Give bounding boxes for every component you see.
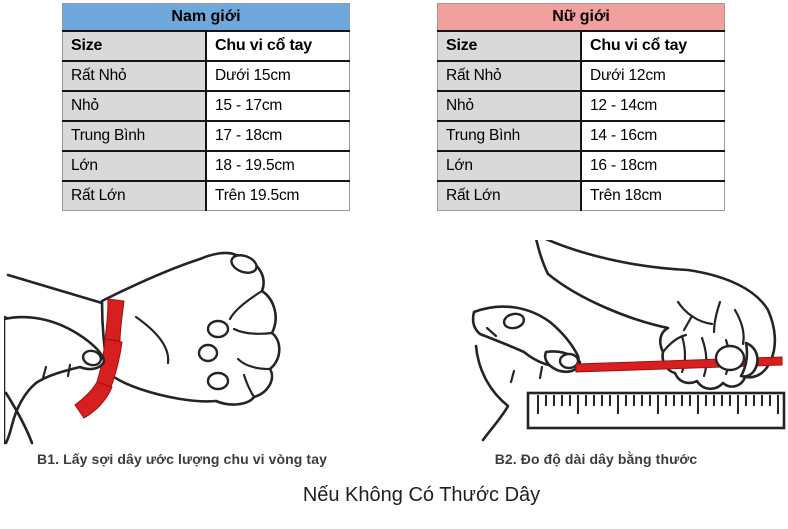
table-row [63,61,350,91]
value-cell: Trên 18cm [581,181,725,211]
table-row [438,151,725,181]
size-cell: Lớn [63,151,207,181]
value-cell: 18 - 19.5cm [206,151,350,181]
finger-nail [199,345,217,361]
string-over-ruler-icon [430,240,788,445]
fist-with-red-string-icon [4,243,294,448]
column-header-row [63,31,350,61]
size-cell: Nhỏ [63,91,207,121]
size-cell: Rất Lớn [438,181,582,211]
table-row [438,121,725,151]
men-table-title: Nam giới [63,4,350,32]
size-cell: Nhỏ [438,91,582,121]
fist-outline [102,252,279,404]
ruler [528,393,784,428]
table-row [63,181,350,211]
women-table-title: Nữ giới [438,4,725,32]
step-b1-caption: B1. Lấy sợi dây ước lượng chu vi vòng tay [37,451,327,467]
size-column-header: Size [63,31,207,61]
men-size-table [62,3,350,211]
value-cell: 15 - 17cm [206,91,350,121]
finger-nail [208,321,228,337]
arm-top-line [8,275,102,303]
table-row [63,151,350,181]
value-cell: Dưới 15cm [206,61,350,91]
thumb-nail [716,346,744,370]
table-title-row [438,4,725,32]
size-cell: Trung Bình [438,121,582,151]
index-finger-nail [560,354,578,368]
value-cell: 17 - 18cm [206,121,350,151]
column-header-row [438,31,725,61]
bottom-title: Nếu Không Có Thước Dây [302,484,541,506]
value-cell: 14 - 16cm [581,121,725,151]
size-cell: Rất Lớn [63,181,207,211]
value-cell: 12 - 14cm [581,91,725,121]
pressing-thumb-hand [4,317,104,443]
value-cell: Dưới 12cm [581,61,725,91]
finger-nail [208,373,228,389]
table-row [63,121,350,151]
table-row [438,181,725,211]
value-cell: Trên 19.5cm [206,181,350,211]
step-b2-caption: B2. Đo độ dài dây bằng thước [494,451,698,467]
table-row [438,61,725,91]
circumference-column-header: Chu vi cổ tay [206,31,350,61]
table-title-row [63,4,350,32]
table-row [63,91,350,121]
table-row [438,91,725,121]
size-column-header: Size [438,31,582,61]
women-size-table [437,3,725,211]
size-cell: Trung Bình [63,121,207,151]
circumference-column-header: Chu vi cổ tay [581,31,725,61]
size-cell: Rất Nhỏ [63,61,207,91]
value-cell: 16 - 18cm [581,151,725,181]
size-cell: Rất Nhỏ [438,61,582,91]
size-cell: Lớn [438,151,582,181]
